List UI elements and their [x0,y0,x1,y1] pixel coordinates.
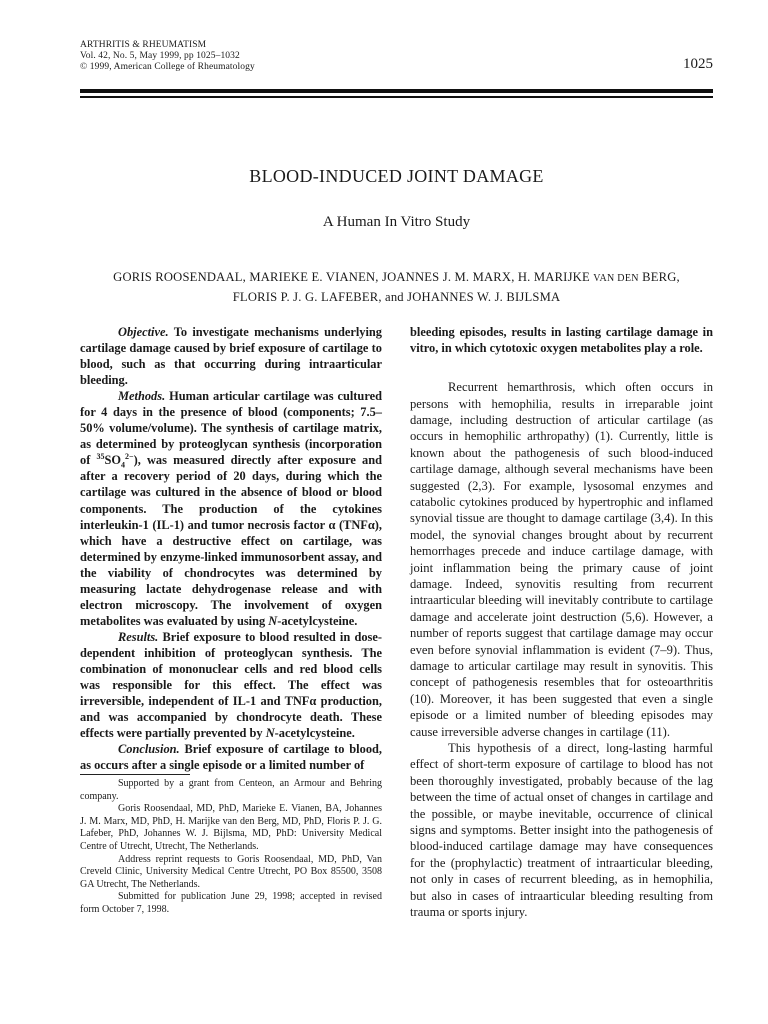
sulfate-sub: 4 [121,460,126,470]
journal-info [80,40,255,73]
journal-name: ARTHRITIS & RHEUMATISM [80,40,207,50]
header-rule-thick [80,89,713,93]
results-label: Results. [118,629,159,644]
article-subtitle: A Human In Vitro Study [322,214,471,230]
body-paragraph: This hypothesis of a direct, long-lasting harmful effect of short-term exposure of cartilage to blood has not been thoroughly investigated, probably because of the lag between the time of actual onset of changes in cartilage and the possible, or maybe inevitable, occurrence of clinical signs and symptoms. Better insight into the pathogenesis of blood-induced cartilage damage may have consequences for the (prophylactic) treatment of intraarticular bleeding, not only in cases of recurrent bleeding, as in hemophilia, but also in cases of intraarticular bleeding resulting from trauma or sports injury. [410,741,713,920]
journal-volume: Vol. 42, No. 5, May 1999, pp 1025–1032 [80,51,240,61]
footnote-affiliations: Goris Roosendaal, MD, PhD, Marieke E. Vianen, BA, Johannes J. M. Marx, MD, PhD, H. Marijke van den Berg, MD, PhD, Floris P. J. G. Lafeber, PhD, Johannes W. J. Bijlsma, MD, PhD: University Medical Centre of Utrecht, Utrecht, The Netherlands. [80,803,382,852]
header-rule-thin [80,96,713,98]
authors-text: BERG, [638,270,680,284]
methods-text: -acetylcysteine. [277,613,358,628]
abstract-conclusion [80,741,382,773]
conclusion-label: Conclusion. [118,742,180,757]
n-italic: N [268,613,278,628]
authors-smallcaps: VAN DEN [593,273,639,284]
results-text: Brief exposure to blood resulted in dose-dependent inhibition of proteoglycan synthesis. The combination of mononuclear cells and red blood cells was responsible for this effect. The effect was irreversible, independent of IL-1 and TNFα production, and was accompanied by chondrocyte death. These effects were partially prevented by [80,629,382,741]
sulfate-symbol: SO [104,453,122,468]
abstract-conclusion-continued: bleeding episodes, results in lasting cartilage damage in vitro, in which cytotoxic oxygen metabolites play a role. [410,325,713,356]
body-column [410,324,713,921]
authors-line-1 [80,268,713,288]
objective-label: Objective. [118,325,169,339]
author-list [80,268,713,306]
footnote-rule [80,774,190,775]
journal-copyright: © 1999, American College of Rheumatology [80,62,255,72]
footnote-reprints: Address reprint requests to Goris Roosendaal, MD, PhD, Van Creveld Clinic, University Medical Centre Utrecht, PO Box 85500, 3508 GA Utrecht, The Netherlands. [80,853,382,890]
objective-text: To investigate mechanisms underlying cartilage damage caused by brief exposure of cartilage to blood, such as that occurring during intraarticular bleeding. [80,325,382,388]
footnotes [80,778,382,917]
authors-line-2: FLORIS P. J. G. LAFEBER, and JOHANNES W. J. BIJLSMA [232,290,561,304]
charge-sup: 2− [125,452,134,462]
results-text: -acetylcysteine. [274,726,355,741]
methods-text: ), was measured directly after exposure and after a recovery period of 20 days, during which the cartilage was cultured in the absence of blood or blood components. The production of the cytokines interleukin-1 (IL-1) and tumor necrosis factor α (TNFα), which have a destructive effect on cartilage, was determined by enzyme-linked immunosorbent assay, and the viability of chondrocytes was determined by measuring lactate dehydrogenase release and with electron microscopy. The involvement of oxygen metabolites was evaluated by using [80,453,383,628]
isotope-sup: 35 [96,452,105,462]
footnote-dates: Submitted for publication June 29, 1998; accepted in revised form October 7, 1998. [80,891,382,915]
abstract-methods [80,388,382,629]
methods-text: Human articular cartilage was cultured for 4 days in the presence of blood (components; 7.5–50% volume/volume). The synthesis of cartilage matrix, as determined by proteoglycan synthesis (incorporation of [80,389,382,468]
abstract-objective [80,324,382,388]
authors-text: GORIS ROOSENDAAL, MARIEKE E. VIANEN, JOANNES J. M. MARX, H. MARIJKE [113,270,594,284]
conclusion-text: Brief exposure of cartilage to blood, as occurs after a single episode or a limited number of [80,742,382,773]
body-paragraph: Recurrent hemarthrosis, which often occurs in persons with hemophilia, results in irreparable joint damage, including destruction of articular cartilage (as occurs in hemophilic arthropathy) (1). Currently, little is known about the pathogenesis of such blood-induced cartilage damage, although several mechanisms have been suggested (2,3). For example, lysosomal enzymes and catabolic cytokines produced by hypertrophic and inflamed synovial tissue are thought to damage cartilage (3,4). In this model, the synovial changes brought about by recurrent hemorrhages precede and induce cartilage damage, with joint inflammation being the primary cause of joint damage. Indeed, synovitis resulting from recurrent intraarticular bleeding will inevitably contribute to cartilage damage and accelerate joint destruction (5,6). However, a number of reports suggest that cartilage damage may occur even before synovial inflammation is evident (7–9). Thus, damage to articular cartilage may result in synovitis. This concept of pathogenesis resembles that for osteoarthritis (10). Moreover, it has been suggested that even a single episode or a limited number of bleeding episodes may cause irreversible adverse changes in cartilage (11). [410,380,713,739]
n-italic: N [265,726,275,741]
abstract [80,324,382,773]
page-number: 1025 [683,56,713,72]
methods-label: Methods. [118,389,166,404]
footnote-funding: Supported by a grant from Centeon, an Armour and Behring company. [80,778,382,802]
article-title: BLOOD-INDUCED JOINT DAMAGE [249,166,544,186]
abstract-results [80,629,382,741]
